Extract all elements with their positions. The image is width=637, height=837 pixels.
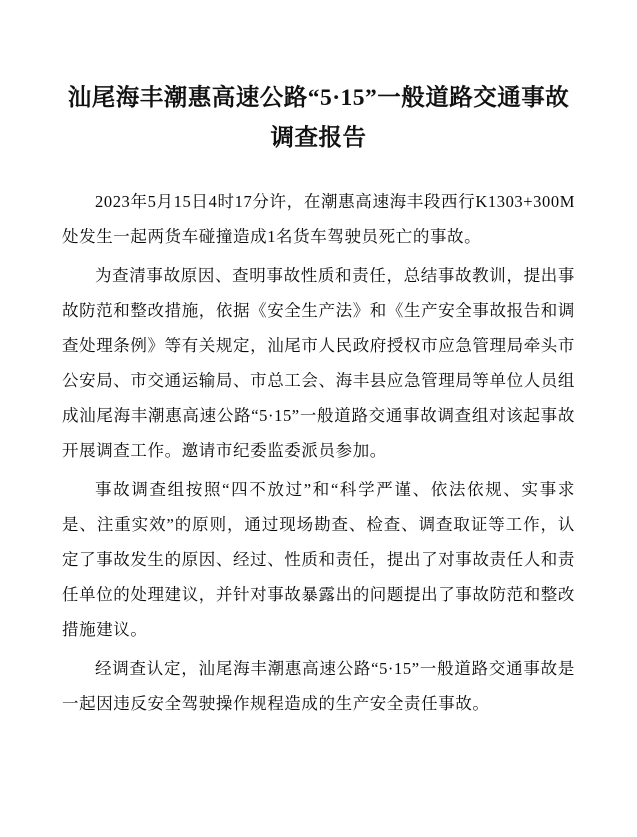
- paragraph-1: 2023年5月15日4时17分许，在潮惠高速海丰段西行K1303+300M处发生一起两货车碰撞造成1名货车驾驶员死亡的事故。: [62, 192, 575, 246]
- paragraph-2: 为查清事故原因、查明事故性质和责任，总结事故教训，提出事故防范和整改措施，依据《安全生产法》和《生产安全事故报告和调查处理条例》等有关规定，汕尾市人民政府授权市应急管理局牵头市公安局、市交通运输局、市总工会、海丰县应急管理局等单位人员组成汕尾海丰潮惠高速公路“5·15”一般道路交通事故调查组对该起事故开展调查工作。邀请市纪委监委派员参加。: [62, 266, 575, 460]
- page-title: 汕尾海丰潮惠高速公路“5·15”一般道路交通事故调查报告: [67, 85, 570, 151]
- paragraph-3: 事故调查组按照“四不放过”和“科学严谨、依法依规、实事求是、注重实效”的原则，通过现场勘查、检查、调查取证等工作，认定了事故发生的原因、经过、性质和责任，提出了对事故责任人和责任单位的处理建议，并针对事故暴露出的问题提出了事故防范和整改措施建议。: [62, 480, 575, 639]
- paragraph-4: 经调查认定，汕尾海丰潮惠高速公路“5·15”一般道路交通事故是一起因违反安全驾驶操作规程造成的生产安全责任事故。: [62, 659, 575, 713]
